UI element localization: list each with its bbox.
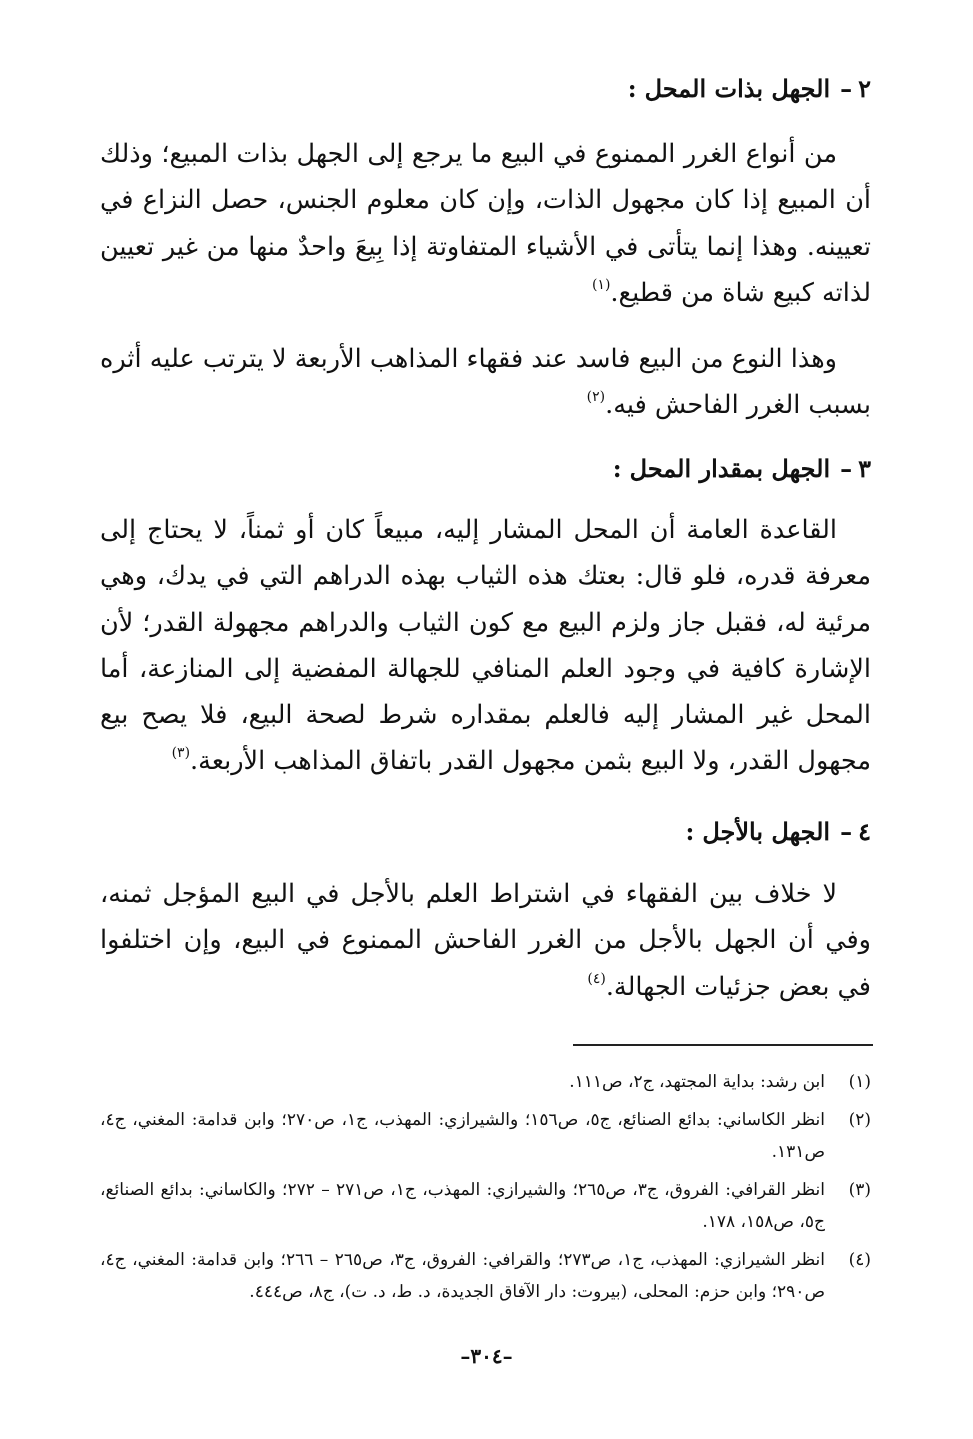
footnote-text: انظر الشيرازي: المهذب، ج١، ص٢٧٣؛ والقرافي: الفروق، ج٣، ص٢٦٥ – ٢٦٦؛ وابن قدامة: المغني، ج٤، ص٢٩٠؛ وابن حزم: المحلى، (بيروت: دار الآفاق الجديدة، د. ط، د. ت)، ج٨، ص٤٤٤. [100, 1249, 825, 1302]
section-title: الجهل بمقدار المحل [629, 454, 831, 483]
footnote-item [100, 1174, 871, 1239]
section-title: الجهل بالأجل [702, 817, 831, 846]
paragraph [100, 871, 871, 1010]
footnote-text: ابن رشد: بداية المجتهد، ج٢، ص١١١. [569, 1072, 825, 1092]
paragraph-text: وهذا النوع من البيع فاسد عند فقهاء المذاهب الأربعة لا يترتب عليه أثره بسبب الغرر الفاحش فيه. [100, 344, 871, 421]
section-heading-2 [100, 72, 871, 106]
section-title: الجهل بذات المحل [644, 74, 831, 103]
footnote-number: (٢) [848, 1109, 871, 1130]
footnote-item [100, 1066, 871, 1099]
section-number: ٢ [858, 74, 871, 103]
footnote-number: (١) [848, 1072, 871, 1092]
footnote-text: انظر القرافي: الفروق، ج٣، ص٢٦٥؛ والشيرازي: المهذب، ج١، ص٢٧١ – ٢٧٢؛ والكاساني: بدائع الصنائع، ج٥، ص١٥٨، ١٧٨. [100, 1179, 825, 1232]
footnote-reference: (٤) [587, 970, 606, 987]
footnotes [100, 1066, 871, 1314]
paragraph-text: من أنواع الغرر الممنوع في البيع ما يرجع إلى الجهل بذات المبيع؛ وذلك أن المبيع إذا كان مجهول الذات، وإن كان معلوم الجنس، حصل النزاع في تعيينه. وهذا إنما يتأتى في الأشياء المتفاوتة إذا بِيعَ واحدٌ منها من غير تعيين لذاته كبيع شاة من قطيع. [100, 139, 871, 308]
heading-dash: – [840, 74, 853, 103]
footnote-number: (٣) [848, 1179, 871, 1200]
footnote-reference: (٣) [171, 745, 191, 762]
footnote-number: (٤) [848, 1249, 871, 1270]
footnote-reference: (٢) [586, 389, 606, 406]
section-heading-4 [100, 815, 871, 849]
section-number: ٣ [858, 454, 871, 483]
footnote-item [100, 1244, 871, 1309]
footnote-separator [573, 1044, 873, 1046]
paragraph [100, 336, 871, 429]
footnote-text: انظر الكاساني: بدائع الصنائع، ج٥، ص١٥٦؛ والشيرازي: المهذب، ج١، ص٢٧٠؛ وابن قدامة: المغني، ج٤، ص١٣١. [100, 1109, 825, 1162]
footnote-reference: (١) [591, 276, 611, 293]
paragraph-text: القاعدة العامة أن المحل المشار إليه، مبيعاً كان أو ثمناً، لا يحتاج إلى معرفة قدره، فلو قال: بعتك هذه الثياب بهذه الدراهم التي في يدك، وهي مرئية له، فقبل جاز ولزم البيع مع كون الثياب والدراهم مجهولة القدر؛ لأن الإشارة كافية في وجود العلم المنافي للجهالة المفضية إلى المنازعة، أما المحل غير المشار إليه فالعلم بمقداره شرط لصحة البيع، فلا يصح بيع مجهول القدر، ولا البيع بثمن مجهول القدر باتفاق المذاهب الأربعة. [100, 515, 871, 777]
section-heading-3 [100, 452, 871, 486]
paragraph-text: لا خلاف بين الفقهاء في اشتراط العلم بالأجل في البيع المؤجل ثمنه، وفي أن الجهل بالأجل من الغرر الفاحش الممنوع في البيع، وإن اختلفوا في بعض جزئيات الجهالة. [100, 879, 871, 1002]
heading-dash: – [840, 454, 853, 483]
section-number: ٤ [858, 817, 871, 846]
heading-colon: : [612, 454, 622, 483]
heading-colon: : [685, 817, 695, 846]
heading-colon: : [627, 74, 637, 103]
footnote-item [100, 1104, 871, 1169]
paragraph [100, 507, 871, 785]
page-number: –٣٠٤– [460, 1344, 513, 1368]
heading-dash: – [840, 817, 853, 846]
paragraph [100, 131, 871, 316]
